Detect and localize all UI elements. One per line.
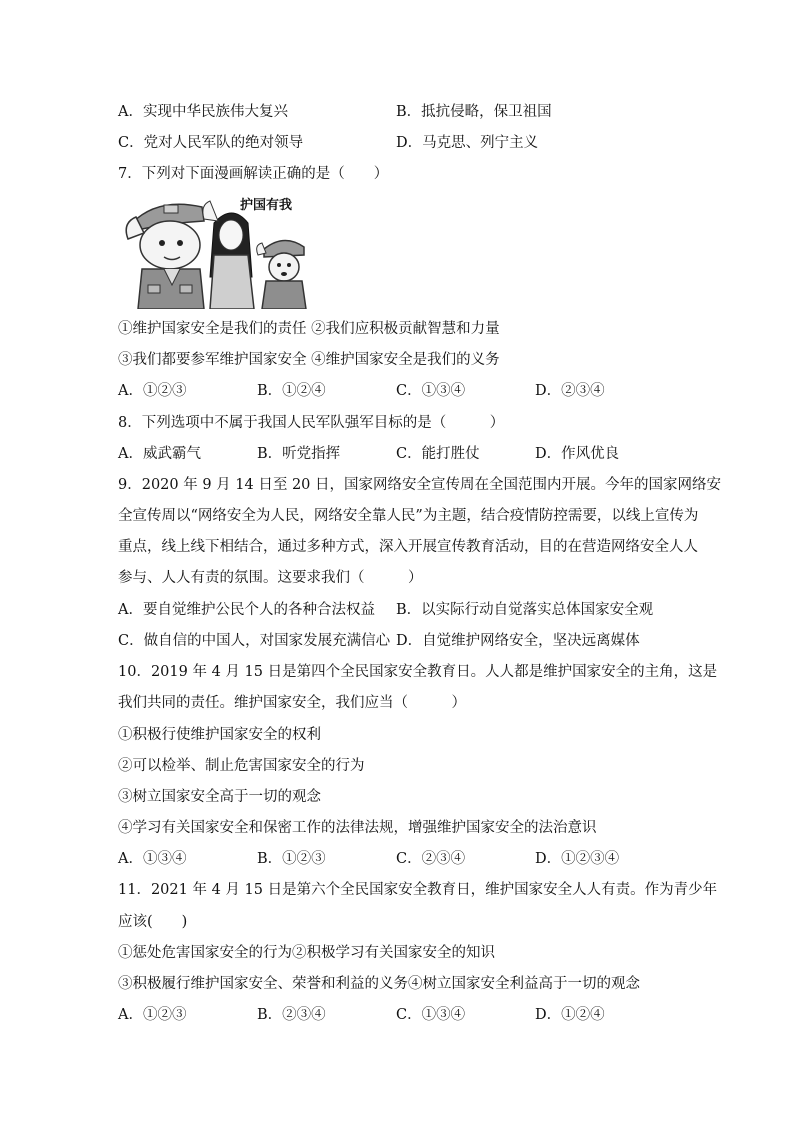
q11-items-1-2: ①惩处危害国家安全的行为②积极学习有关国家安全的知识 (118, 945, 495, 961)
q9-option-b: B．以实际行动自觉落实总体国家安全观 (396, 602, 654, 618)
q9-option-a: A．要自觉维护公民个人的各种合法权益 (118, 602, 375, 618)
q10-option-b: B．①②③ (257, 851, 326, 867)
q7-stem: 7．下列对下面漫画解读正确的是（ ） (118, 166, 389, 182)
q6-option-a: A．实现中华民族伟大复兴 (118, 104, 288, 120)
woman-figure (203, 201, 254, 309)
q11-option-d: D．①②④ (535, 1007, 605, 1023)
q10-option-a: A．①③④ (118, 851, 187, 867)
cartoon-caption: 护国有我 (240, 197, 293, 212)
q6-option-d: D．马克思、列宁主义 (396, 135, 539, 151)
q9-stem-line3: 重点，线上线下相结合，通过多种方式，深入开展宣传教育活动，目的在营造网络安全人人 (118, 539, 698, 555)
q9-stem-line4: 参与、人人有责的氛围。这要求我们（ ） (118, 570, 423, 586)
q10-option-d: D．①②③④ (535, 851, 620, 867)
q10-item-4: ④学习有关国家安全和保密工作的法律法规，增强维护国家安全的法治意识 (118, 820, 597, 836)
q10-stem-line2: 我们共同的责任。维护国家安全，我们应当（ ） (118, 695, 466, 711)
q9-option-d: D．自觉维护网络安全，坚决远离媒体 (396, 633, 640, 649)
soldier-figure (126, 204, 204, 309)
q11-stem-line2: 应该( ) (118, 914, 188, 930)
q7-option-a: A．①②③ (118, 383, 187, 399)
q8-stem: 8．下列选项中不属于我国人民军队强军目标的是（ ） (118, 415, 505, 431)
q7-option-c: C．①③④ (396, 383, 466, 399)
q10-item-3: ③树立国家安全高于一切的观念 (118, 789, 321, 805)
q6-option-b: B．抵抗侵略，保卫祖国 (396, 104, 552, 120)
q8-option-c: C．能打胜仗 (396, 446, 480, 462)
q7-option-d: D．②③④ (535, 383, 605, 399)
q7-option-b: B．①②④ (257, 383, 326, 399)
q8-option-d: D．作风优良 (535, 446, 620, 462)
q9-option-c: C．做自信的中国人，对国家发展充满信心 (118, 633, 391, 649)
q11-items-3-4: ③积极履行维护国家安全、荣誉和利益的义务④树立国家安全利益高于一切的观念 (118, 976, 640, 992)
q7-items-3-4: ③我们都要参军维护国家安全 ④维护国家安全是我们的义务 (118, 352, 500, 368)
q11-stem-line1: 11．2021 年 4 月 15 日是第六个全民国家安全教育日，维护国家安全人人有责。作为青少年 (118, 882, 718, 898)
q9-stem-line2: 全宣传周以“网络安全为人民，网络安全靠人民”为主题，结合疫情防控需要，以线上宣传为 (118, 508, 699, 524)
q8-option-a: A．威武霸气 (118, 446, 201, 462)
child-figure (257, 240, 306, 309)
q11-option-b: B．②③④ (257, 1007, 326, 1023)
cartoon-image (118, 193, 310, 309)
q7-items-1-2: ①维护国家安全是我们的责任 ②我们应积极贡献智慧和力量 (118, 321, 500, 337)
q11-option-a: A．①②③ (118, 1007, 187, 1023)
q10-item-1: ①积极行使维护国家安全的权利 (118, 727, 321, 743)
q9-stem-line1: 9．2020 年 9 月 14 日至 20 日，国家网络安全宣传周在全国范围内开展。今年的国家网络安 (118, 477, 722, 493)
q10-stem-line1: 10．2019 年 4 月 15 日是第四个全民国家安全教育日。人人都是维护国家安全的主角，这是 (118, 664, 718, 680)
q6-option-c: C．党对人民军队的绝对领导 (118, 135, 304, 151)
q11-option-c: C．①③④ (396, 1007, 466, 1023)
q10-option-c: C．②③④ (396, 851, 466, 867)
q10-item-2: ②可以检举、制止危害国家安全的行为 (118, 758, 365, 774)
q8-option-b: B．听党指挥 (257, 446, 341, 462)
